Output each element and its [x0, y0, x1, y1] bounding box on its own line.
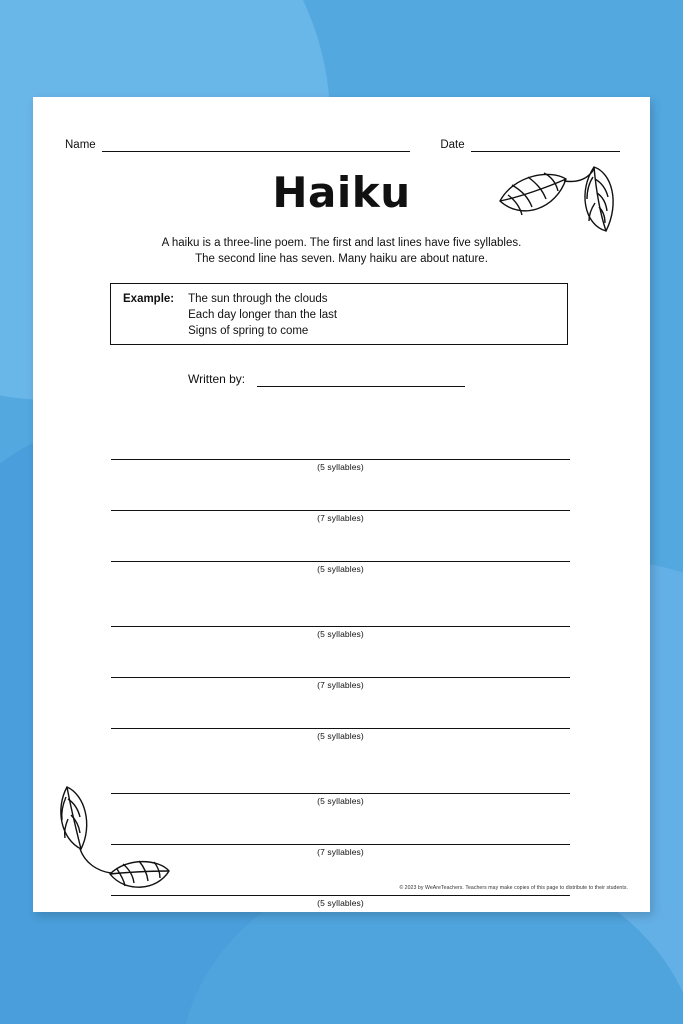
example-label: Example: [123, 293, 175, 305]
haiku-write-input[interactable] [111, 761, 570, 794]
syllable-note: (7 syllables) [317, 680, 364, 690]
copyright-footer: © 2023 by WeAreTeachers. Teachers may make copies of this page to distribute to their students. [399, 885, 628, 891]
haiku-line [111, 696, 570, 741]
intro-line-2: The second line has seven. Many haiku are about nature. [195, 253, 488, 266]
haiku-write-input[interactable] [111, 812, 570, 845]
haiku-group-2 [111, 594, 570, 741]
intro-line-1: A haiku is a three-line poem. The first and last lines have five syllables. [161, 237, 522, 249]
example-line-3: Signs of spring to come [188, 324, 309, 337]
haiku-line [111, 478, 570, 523]
haiku-write-input[interactable] [111, 594, 570, 627]
haiku-write-input[interactable] [111, 863, 570, 896]
haiku-write-input[interactable] [111, 696, 570, 729]
haiku-group-1 [111, 427, 570, 574]
intro-text [93, 235, 590, 268]
name-date-row [65, 139, 620, 152]
haiku-write-input[interactable] [111, 645, 570, 678]
haiku-line [111, 529, 570, 574]
date-input[interactable] [471, 140, 620, 152]
leaf-decoration-icon [55, 779, 175, 894]
example-line-1: The sun through the clouds [188, 293, 328, 305]
name-input[interactable] [102, 140, 411, 152]
syllable-note: (5 syllables) [317, 564, 364, 574]
syllable-note: (5 syllables) [317, 731, 364, 741]
date-label: Date [440, 139, 465, 151]
name-label: Name [65, 139, 96, 151]
haiku-lines-area [111, 427, 570, 908]
written-by-row [188, 372, 465, 387]
example-poem [188, 292, 337, 344]
haiku-write-input[interactable] [111, 529, 570, 562]
written-by-input[interactable] [257, 373, 465, 387]
syllable-note: (7 syllables) [317, 847, 364, 857]
syllable-note: (7 syllables) [317, 513, 364, 523]
syllable-note: (5 syllables) [317, 898, 364, 908]
syllable-note: (5 syllables) [317, 629, 364, 639]
worksheet-page [33, 97, 650, 912]
syllable-note: (5 syllables) [317, 462, 364, 472]
written-by-label: Written by: [188, 372, 246, 386]
page-title: Haiku [272, 168, 411, 217]
haiku-line [111, 812, 570, 857]
example-line-2: Each day longer than the last [188, 308, 338, 321]
haiku-write-input[interactable] [111, 427, 570, 460]
syllable-note: (5 syllables) [317, 796, 364, 806]
haiku-line [111, 761, 570, 806]
example-box [110, 283, 568, 345]
haiku-write-input[interactable] [111, 478, 570, 511]
haiku-line [111, 427, 570, 472]
haiku-line [111, 645, 570, 690]
haiku-line [111, 594, 570, 639]
